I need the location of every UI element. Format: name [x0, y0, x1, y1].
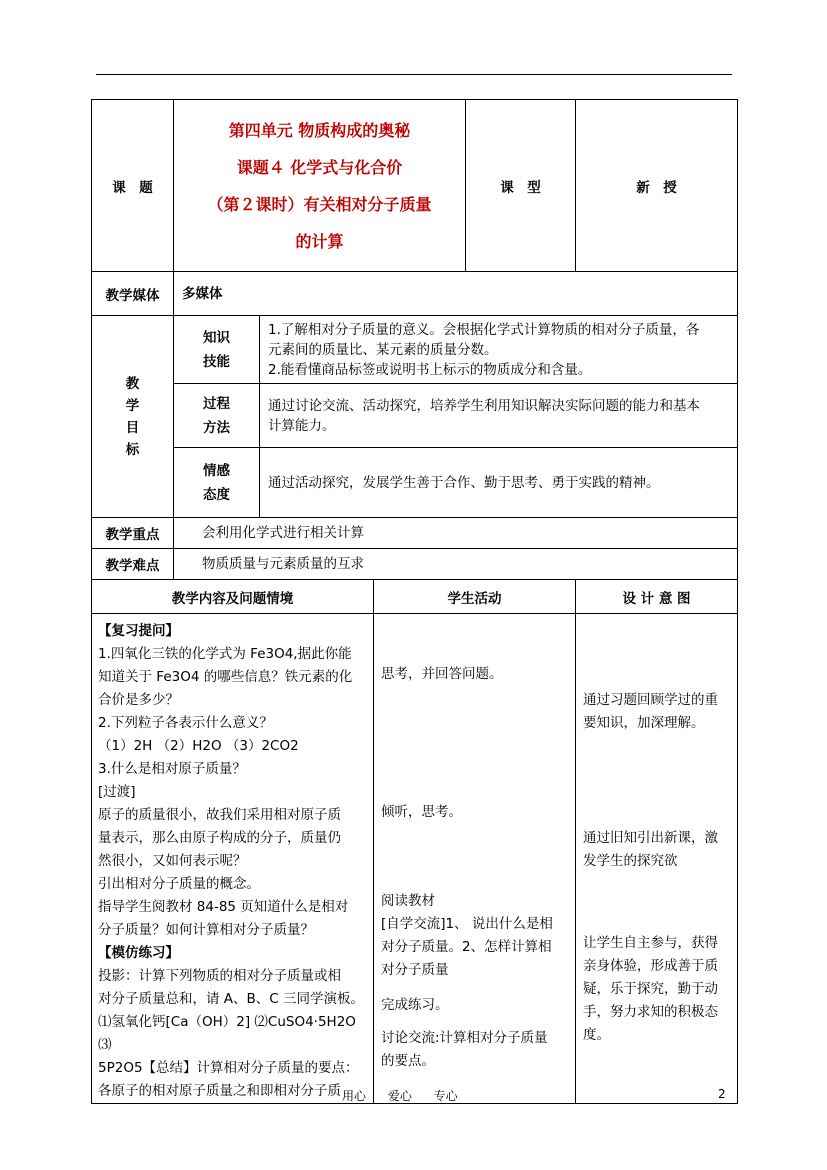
- content-line: 原子的质量很小，故我们采用相对原子质: [98, 807, 341, 823]
- design-column-header: 设 计 意 图: [576, 580, 738, 614]
- process-text: 通过讨论交流、活动探究，培养学生利用知识解决实际问题的能力和基本 计算能力。: [260, 384, 738, 448]
- objectives-label: 教 学 目 标: [92, 316, 174, 518]
- lesson-type-label: 课 型: [466, 100, 576, 272]
- design-line: 亲身体验，形成善于质: [583, 957, 719, 974]
- student-line: 对分子质量: [381, 961, 449, 978]
- student-line: 思考，并回答问题。: [381, 665, 503, 682]
- content-line: 分子质量？如何计算相对分子质量？: [98, 922, 314, 938]
- content-cell: [92, 614, 374, 1104]
- title-line-3: （第２课时）有关相对分子质量: [207, 194, 432, 214]
- content-line: 【模仿练习】: [98, 945, 179, 961]
- content-row: [92, 614, 738, 1104]
- student-cell: [374, 614, 576, 1104]
- objective-row-attitude: [92, 448, 738, 518]
- content-line: 3.什么是相对原子质量？: [98, 761, 246, 777]
- content-line: ⑴氢氧化钙[Ca（OH）2] ⑵CuSO4·5H2O ⑶: [98, 1014, 356, 1053]
- process-label: 过程 方法: [174, 384, 260, 448]
- key-point-value: 会利用化学式进行相关计算: [174, 518, 738, 549]
- content-line: 量表示，那么由原子构成的分子，质量仍: [98, 830, 341, 846]
- design-cell: [576, 614, 738, 1104]
- student-line: [自学交流]1、 说出什么是相: [381, 915, 553, 932]
- student-line: 完成练习。: [381, 996, 449, 1013]
- media-value: 多媒体: [174, 272, 738, 316]
- footer-motto: 用心 爱心 专心: [342, 1089, 458, 1103]
- content-column-header: 教学内容及问题情境: [92, 580, 374, 614]
- key-point-row: [92, 518, 738, 549]
- media-row: [92, 272, 738, 316]
- design-line: 疑，乐于探究，勤于动: [583, 980, 719, 997]
- lesson-type-value: 新 授: [576, 100, 738, 272]
- design-line: 发学生的探究欲: [583, 852, 678, 869]
- difficulty-row: [92, 549, 738, 580]
- attitude-label: 情感 态度: [174, 448, 260, 518]
- student-column-header: 学生活动: [374, 580, 576, 614]
- title-line-2: 课题４ 化学式与化合价: [236, 157, 403, 177]
- student-line: 讨论交流:计算相对分子质量: [381, 1029, 548, 1046]
- lesson-label: 课 题: [92, 100, 174, 272]
- design-line: 要知识，加深理解。: [583, 714, 705, 731]
- content-line: 引出相对分子质量的概念。: [98, 876, 260, 892]
- page-number: 2: [718, 1087, 726, 1101]
- content-line: 2.下列粒子各表示什么意义？: [98, 715, 273, 731]
- student-line: 对分子质量。2、怎样计算相: [381, 938, 552, 955]
- content-line: （1）2H （2）H2O （3）2CO2: [98, 738, 299, 754]
- content-line: [过渡]: [98, 784, 136, 800]
- content-line: 1.四氧化三铁的化学式为 Fe3O4,据此你能: [98, 646, 352, 662]
- content-line: 5P2O5【总结】计算相对分子质量的要点：: [98, 1060, 359, 1076]
- content-line: 投影：计算下列物质的相对分子质量或相: [98, 968, 341, 984]
- objective-row-process: [92, 384, 738, 448]
- media-label: 教学媒体: [92, 272, 174, 316]
- content-line: 对分子质量总和，请 A、B、C 三同学演板。: [98, 991, 365, 1007]
- design-line: 通过旧知引出新课，激: [583, 829, 719, 846]
- columns-header-row: [92, 580, 738, 614]
- difficulty-value: 物质质量与元素质量的互求: [174, 549, 738, 580]
- content-line: 【复习提问】: [98, 623, 179, 639]
- content-line: 指导学生阅教材 84-85 页知道什么是相对: [98, 899, 349, 915]
- content-line: 然很小，又如何表示呢？: [98, 853, 247, 869]
- design-line: 通过习题回顾学过的重: [583, 691, 719, 708]
- title-row: [92, 100, 738, 272]
- student-line: 倾听，思考。: [381, 803, 462, 820]
- knowledge-text: 1.了解相对分子质量的意义。会根据化学式计算物质的相对分子质量，各 元素间的质量比、某元素的质量分数。 2.能看懂商品标签或说明书上标示的物质成分和含量。: [260, 316, 738, 384]
- content-line: 各原子的相对原子质量之和即相对分子质: [98, 1083, 341, 1099]
- difficulty-label: 教学难点: [92, 549, 174, 580]
- lesson-plan-table: [91, 99, 738, 1104]
- title-line-1: 第四单元 物质构成的奥秘: [228, 120, 411, 140]
- student-line: 的要点。: [381, 1052, 435, 1069]
- lesson-title: [174, 100, 466, 272]
- title-line-4: 的计算: [295, 231, 344, 251]
- knowledge-label: 知识 技能: [174, 316, 260, 384]
- design-line: 让学生自主参与，获得: [583, 934, 719, 951]
- objective-row-knowledge: [92, 316, 738, 384]
- content-line: 知道关于 Fe3O4 的哪些信息？铁元素的化: [98, 669, 353, 685]
- header-rule: [96, 74, 732, 75]
- design-line: 度。: [583, 1026, 611, 1043]
- attitude-text: 通过活动探究，发展学生善于合作、勤于思考、勇于实践的精神。: [260, 448, 738, 518]
- key-point-label: 教学重点: [92, 518, 174, 549]
- design-line: 手，努力求知的积极态: [583, 1003, 719, 1020]
- content-line: 合价是多少？: [98, 692, 179, 708]
- student-line: 阅读教材: [381, 892, 435, 909]
